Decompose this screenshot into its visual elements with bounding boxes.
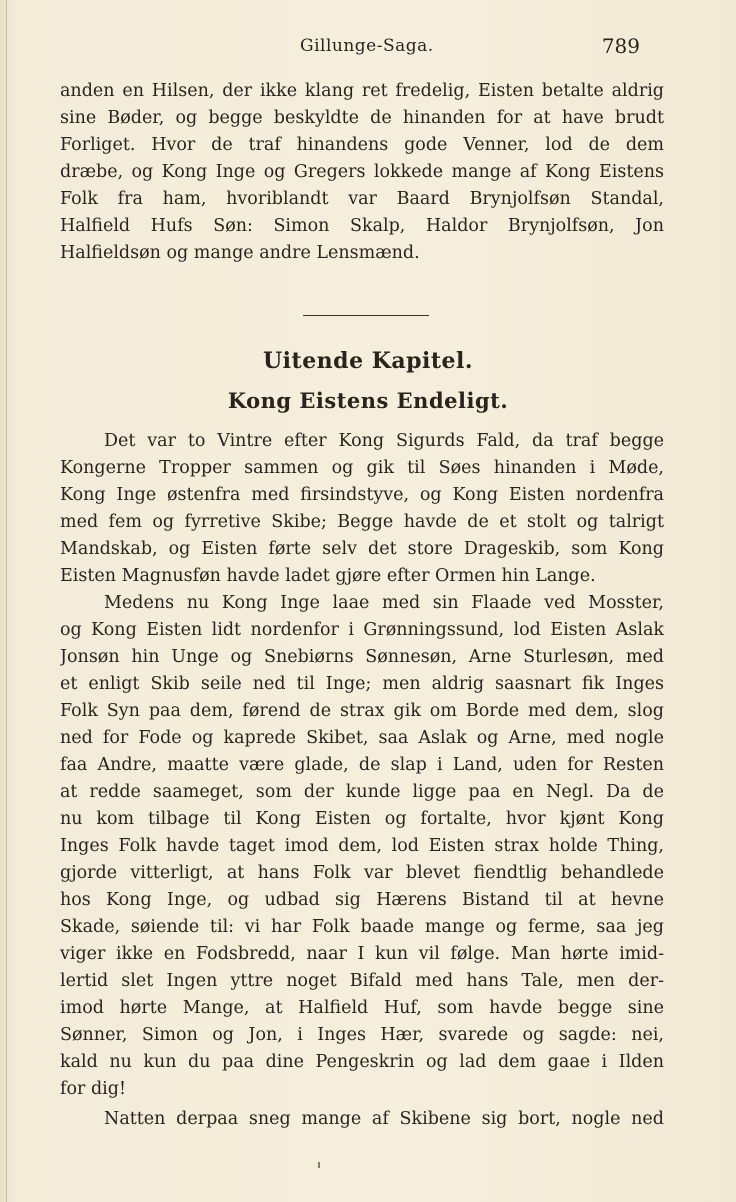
text-line: anden en Hilsen, der ikke klang ret fredelig, Eisten betalte aldrig [60, 81, 664, 101]
text-line: Medens nu Kong Inge laae med sin Flaade ved Mosster, [104, 593, 664, 613]
text-line: hos Kong Inge, og udbad sig Hærens Bistand til at hevne [60, 890, 664, 910]
text-line: og Kong Eisten lidt nordenfor i Grønningssund, lod Eisten Aslak [60, 620, 664, 640]
text-line: imod hørte Mange, at Halfield Huf, som havde begge sine [60, 998, 664, 1018]
text-line: Halfieldsøn og mange andre Lensmænd. [60, 243, 420, 263]
page-number: 789 [601, 34, 640, 58]
text-line: sine Bøder, og begge beskyldte de hinanden for at have brudt [60, 108, 664, 128]
text-line: Forliget. Hvor de traf hinandens gode Venner, lod de dem [60, 135, 664, 155]
text-line: Inges Folk havde taget imod dem, lod Eisten strax holde Thing, [60, 836, 664, 856]
text-line: gjorde vitterligt, at hans Folk var blevet fiendtlig behandlede [60, 863, 664, 883]
chapter-subtitle: Kong Eistens Endeligt. [227, 388, 509, 413]
text-line: Halfield Hufs Søn: Simon Skalp, Haldor Brynjolfsøn, Jon [60, 216, 664, 236]
page-gutter-edge [6, 0, 7, 1202]
text-line: nu kom tilbage til Kong Eisten og fortalte, hvor kjønt Kong [60, 809, 664, 829]
text-line: med fem og fyrretive Skibe; Begge havde de et stolt og talrigt [60, 512, 664, 532]
text-line: Folk fra ham, hvoriblandt var Baard Brynjolfsøn Standal, [60, 189, 664, 209]
text-line: viger ikke en Fodsbredd, naar I kun vil følge. Man hørte imid- [60, 944, 664, 964]
ink-speck [318, 1162, 320, 1168]
text-line: kald nu kun du paa dine Pengeskrin og lad dem gaae i Ilden [60, 1052, 664, 1072]
text-line: at redde saameget, som der kunde ligge paa en Negl. Da de [60, 782, 664, 802]
text-line: lertid slet Ingen yttre noget Bifald med hans Tale, men der- [60, 971, 664, 991]
chapter-heading: Uitende Kapitel. [262, 348, 474, 374]
paragraph [60, 1106, 664, 1133]
text-line: Jonsøn hin Unge og Snebiørns Sønnesøn, Arne Sturlesøn, med [60, 647, 664, 667]
paragraph-continued [60, 78, 664, 267]
running-title: Gillunge-Saga. [300, 36, 434, 56]
text-line: Natten derpaa sneg mange af Skibene sig bort, nogle ned [104, 1109, 664, 1129]
text-line: Mandskab, og Eisten førte selv det store Drageskib, som Kong [60, 539, 664, 559]
text-line: for dig! [60, 1079, 126, 1099]
section-divider [303, 315, 429, 316]
text-line: Skade, søiende til: vi har Folk baade mange og ferme, saa jeg [60, 917, 664, 937]
running-header [60, 34, 670, 62]
text-line: Eisten Magnusføn havde ladet gjøre efter Ormen hin Lange. [60, 566, 596, 586]
text-line: Det var to Vintre efter Kong Sigurds Fald, da traf begge [104, 431, 664, 451]
text-line: Kong Inge østenfra med firsindstyve, og Kong Eisten nordenfra [60, 485, 664, 505]
text-line: dræbe, og Kong Inge og Gregers lokkede mange af Kong Eistens [60, 162, 664, 182]
text-line: et enligt Skib seile ned til Inge; men aldrig saasnart fik Inges [60, 674, 664, 694]
paragraph [60, 428, 664, 590]
text-line: Kongerne Tropper sammen og gik til Søes hinanden i Møde, [60, 458, 664, 478]
text-line: Folk Syn paa dem, førend de strax gik om Borde med dem, slog [60, 701, 664, 721]
text-line: faa Andre, maatte være glade, de slap i Land, uden for Resten [60, 755, 664, 775]
paragraph [60, 590, 664, 1103]
text-line: ned for Fode og kaprede Skibet, saa Aslak og Arne, med nogle [60, 728, 664, 748]
text-line: Sønner, Simon og Jon, i Inges Hær, svarede og sagde: nei, [60, 1025, 664, 1045]
